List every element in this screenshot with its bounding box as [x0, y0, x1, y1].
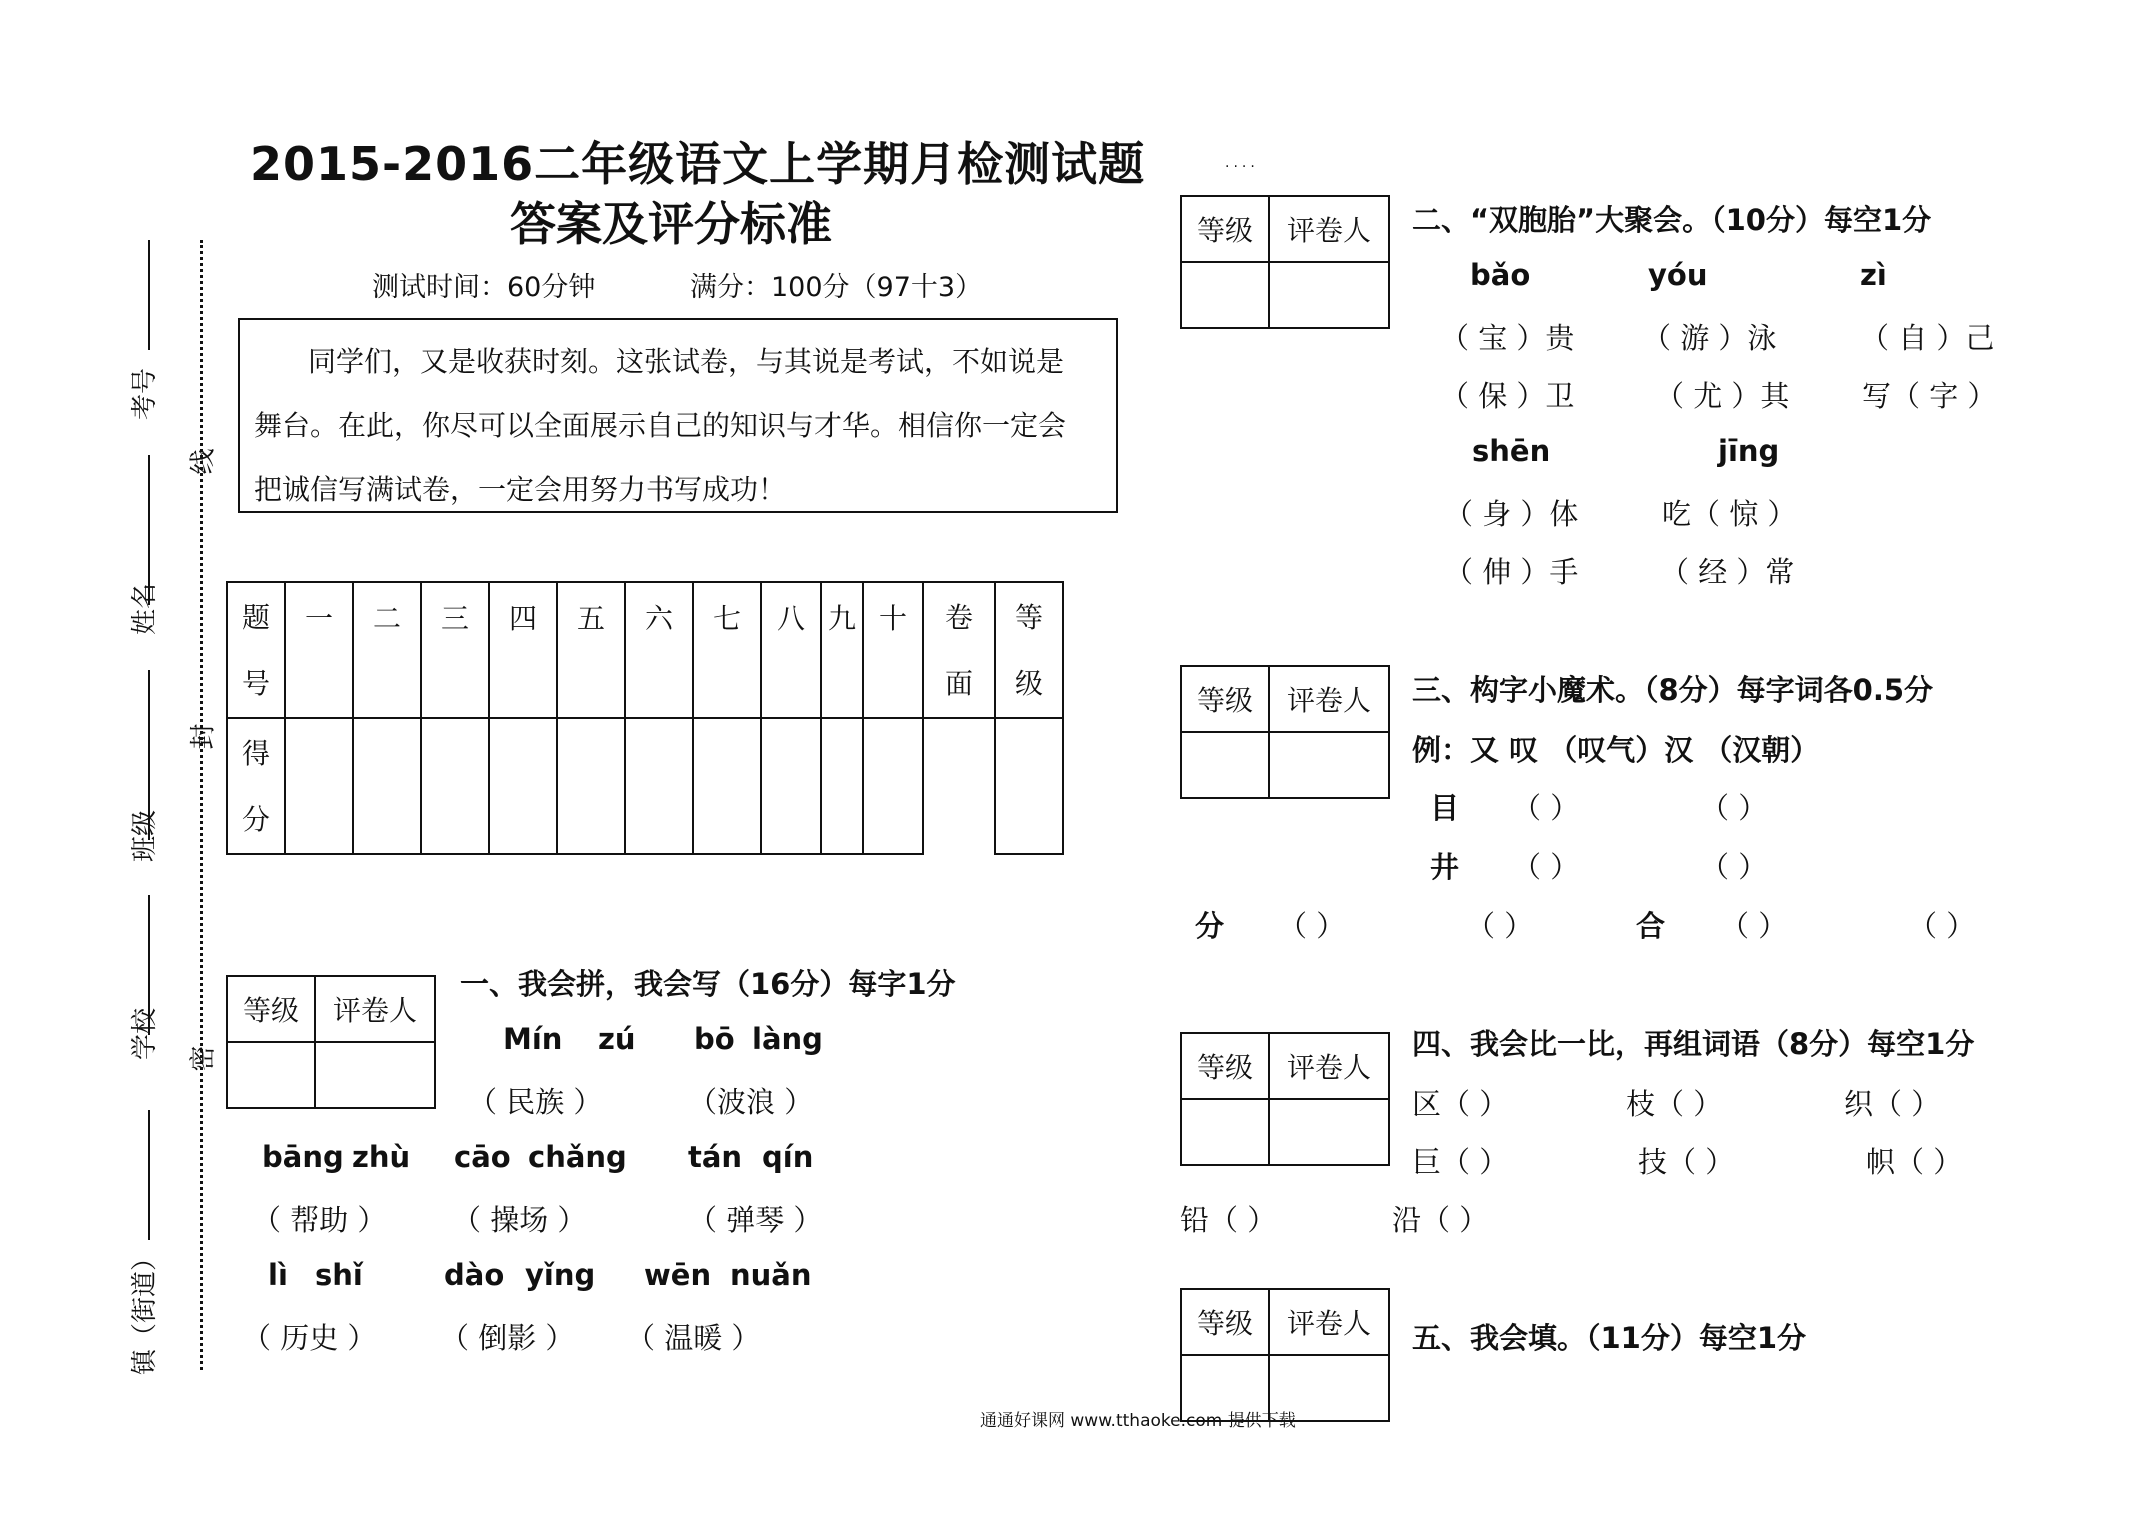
section2-title: 二、“双胞胎”大聚会。（10分）每空1分 — [1412, 203, 1932, 237]
reviewer-label: 评卷人 — [1269, 1033, 1389, 1099]
title-line1: 2015-2016二年级语文上学期月检测试题 — [250, 137, 1146, 191]
pinyin: shǐ — [315, 1258, 363, 1292]
col-header: 四 — [489, 582, 557, 718]
reviewer-label: 评卷人 — [1269, 196, 1389, 262]
col-header: 十 — [863, 582, 923, 718]
answer: （ 帮助 ） — [252, 1203, 387, 1237]
col-header: 三 — [421, 582, 489, 718]
score-cell[interactable] — [863, 718, 923, 854]
decor-dots: .... — [1225, 155, 1259, 171]
answer: （ 宝 ）贵 — [1440, 321, 1575, 355]
intro-line: 把诚信写满试卷，一定会用努力书写成功！ — [254, 473, 787, 506]
pinyin: zhù — [352, 1140, 411, 1174]
mark-mi: 密 — [188, 1045, 219, 1072]
col-header-dengji: 等 级 — [995, 582, 1063, 718]
word-blank: 铅（ ） — [1180, 1203, 1277, 1237]
blank: （ ） — [1720, 909, 1788, 943]
pinyin: shēn — [1472, 434, 1551, 468]
pinyin: bāng — [262, 1140, 344, 1174]
score-cell[interactable] — [995, 718, 1063, 854]
blank: （ ） — [1512, 850, 1580, 884]
grade-cell[interactable] — [1181, 262, 1269, 328]
pinyin: yǐng — [525, 1258, 596, 1292]
reviewer-cell[interactable] — [1269, 1099, 1389, 1165]
grader-box-1 — [226, 975, 436, 1109]
answer: （ 尤 ）其 — [1655, 379, 1790, 413]
answer: （ 民族 ） — [468, 1085, 603, 1119]
answer: （ 操场 ） — [452, 1203, 587, 1237]
grader-box-2 — [1180, 195, 1390, 329]
answer: （ 游 ）泳 — [1642, 321, 1777, 355]
pinyin: bō — [694, 1022, 735, 1056]
score-cell[interactable] — [489, 718, 557, 854]
section3-title: 三、构字小魔术。（8分）每字词各0.5分 — [1412, 673, 1934, 707]
blank: （ ） — [1278, 909, 1346, 943]
grade-cell[interactable] — [227, 1042, 315, 1108]
pinyin: jīng — [1718, 434, 1780, 468]
grader-box-3 — [1180, 665, 1390, 799]
reviewer-label: 评卷人 — [1269, 1289, 1389, 1355]
answer: （ 倒影 ） — [440, 1321, 575, 1355]
section5-title: 五、我会填。（11分）每空1分 — [1412, 1321, 1807, 1355]
row-label-defen: 得 分 — [227, 718, 285, 854]
label-town: 镇（街道） — [130, 1244, 160, 1375]
intro-box — [238, 318, 1118, 513]
answer: 吃（ 惊 ） — [1662, 497, 1797, 531]
section3-example: 例：又 叹 （叹气）汉 （汉朝） — [1412, 733, 1820, 767]
footer-source: 通通好课网 www.tthaoke.com 提供下载 — [980, 1411, 1296, 1431]
pinyin: Mín — [503, 1022, 563, 1056]
col-header-juanmian: 卷 面 — [923, 582, 995, 718]
pinyin: làng — [752, 1022, 823, 1056]
reviewer-cell[interactable] — [1269, 262, 1389, 328]
pinyin: zì — [1860, 258, 1887, 292]
label-exam-number: 考号 — [130, 367, 160, 420]
col-header: 八 — [761, 582, 821, 718]
answer: （波浪 ） — [688, 1085, 814, 1119]
grader-box-5 — [1180, 1288, 1390, 1422]
score-cell[interactable] — [353, 718, 421, 854]
char: 井 — [1430, 850, 1460, 884]
answer: （ 伸 ）手 — [1444, 555, 1579, 589]
answer: （ 保 ）卫 — [1440, 379, 1575, 413]
answer: （ 身 ）体 — [1444, 497, 1579, 531]
reviewer-label: 评卷人 — [1269, 666, 1389, 732]
answer: （ 经 ）常 — [1660, 555, 1795, 589]
col-header: 五 — [557, 582, 625, 718]
col-header: 六 — [625, 582, 693, 718]
mark-feng: 封 — [188, 723, 219, 750]
title-line2: 答案及评分标准 — [510, 197, 832, 251]
label-school: 学校 — [130, 1007, 160, 1060]
char: 合 — [1636, 909, 1666, 943]
score-cell[interactable] — [821, 718, 863, 854]
word-blank: 区（ ） — [1412, 1087, 1509, 1121]
blank: （ ） — [1466, 909, 1534, 943]
answer: （ 历史 ） — [242, 1321, 377, 1355]
reviewer-cell[interactable] — [1269, 732, 1389, 798]
pinyin: bǎo — [1470, 258, 1531, 292]
score-table — [226, 581, 1064, 855]
pinyin: chǎng — [528, 1140, 627, 1174]
char: 目 — [1430, 791, 1460, 825]
blank: （ ） — [1512, 791, 1580, 825]
reviewer-cell[interactable] — [315, 1042, 435, 1108]
answer: 写（ 字 ） — [1862, 379, 1997, 413]
word-blank: 沿（ ） — [1392, 1203, 1489, 1237]
label-name: 姓名 — [130, 582, 160, 635]
pinyin: qín — [762, 1140, 814, 1174]
grade-label: 等级 — [227, 976, 315, 1042]
fill-line — [148, 1110, 150, 1240]
score-cell[interactable] — [923, 718, 995, 854]
col-header: 九 — [821, 582, 863, 718]
answer: （ 弹琴 ） — [688, 1203, 823, 1237]
answer: （ 自 ）己 — [1860, 321, 1995, 355]
label-class: 班级 — [130, 809, 160, 862]
score-cell[interactable] — [557, 718, 625, 854]
score-cell[interactable] — [693, 718, 761, 854]
blank: （ ） — [1908, 909, 1976, 943]
pinyin: zú — [598, 1022, 636, 1056]
word-blank: 技（ ） — [1638, 1145, 1735, 1179]
grade-cell[interactable] — [1181, 1099, 1269, 1165]
grade-label: 等级 — [1181, 1289, 1269, 1355]
pinyin: yóu — [1648, 258, 1708, 292]
score-cell[interactable] — [421, 718, 489, 854]
full-score: 满分：100分（97十3） — [690, 272, 983, 303]
blank: （ ） — [1700, 791, 1768, 825]
blank: （ ） — [1700, 850, 1768, 884]
score-cell[interactable] — [761, 718, 821, 854]
grade-label: 等级 — [1181, 196, 1269, 262]
pinyin: cāo — [454, 1140, 511, 1174]
row-label-tihao: 题 号 — [227, 582, 285, 718]
word-blank: 织（ ） — [1844, 1087, 1941, 1121]
fill-line — [148, 240, 150, 350]
grader-box-4 — [1180, 1032, 1390, 1166]
char: 分 — [1195, 909, 1225, 943]
answer: （ 温暖 ） — [626, 1321, 761, 1355]
pinyin: wēn — [644, 1258, 712, 1292]
reviewer-label: 评卷人 — [315, 976, 435, 1042]
col-header: 二 — [353, 582, 421, 718]
pinyin: tán — [688, 1140, 743, 1174]
word-blank: 巨（ ） — [1412, 1145, 1509, 1179]
word-blank: 帜（ ） — [1866, 1145, 1963, 1179]
intro-line: 同学们，又是收获时刻。这张试卷，与其说是考试，不如说是 — [308, 345, 1065, 378]
dotted-seal-line — [200, 240, 203, 1370]
score-cell[interactable] — [625, 718, 693, 854]
word-blank: 枝（ ） — [1626, 1087, 1723, 1121]
col-header: 一 — [285, 582, 353, 718]
grade-cell[interactable] — [1181, 732, 1269, 798]
section4-title: 四、我会比一比，再组词语（8分）每空1分 — [1412, 1027, 1975, 1061]
score-cell[interactable] — [285, 718, 353, 854]
col-header: 七 — [693, 582, 761, 718]
pinyin: dào — [444, 1258, 505, 1292]
pinyin: nuǎn — [730, 1258, 812, 1292]
grade-label: 等级 — [1181, 1033, 1269, 1099]
intro-line: 舞台。在此，你尽可以全面展示自己的知识与才华。相信你一定会 — [254, 409, 1067, 442]
pinyin: lì — [268, 1258, 288, 1292]
section1-title: 一、我会拼，我会写（16分）每字1分 — [460, 967, 956, 1001]
grade-label: 等级 — [1181, 666, 1269, 732]
mark-xian: 线 — [188, 448, 219, 475]
test-time: 测试时间：60分钟 — [372, 272, 596, 303]
